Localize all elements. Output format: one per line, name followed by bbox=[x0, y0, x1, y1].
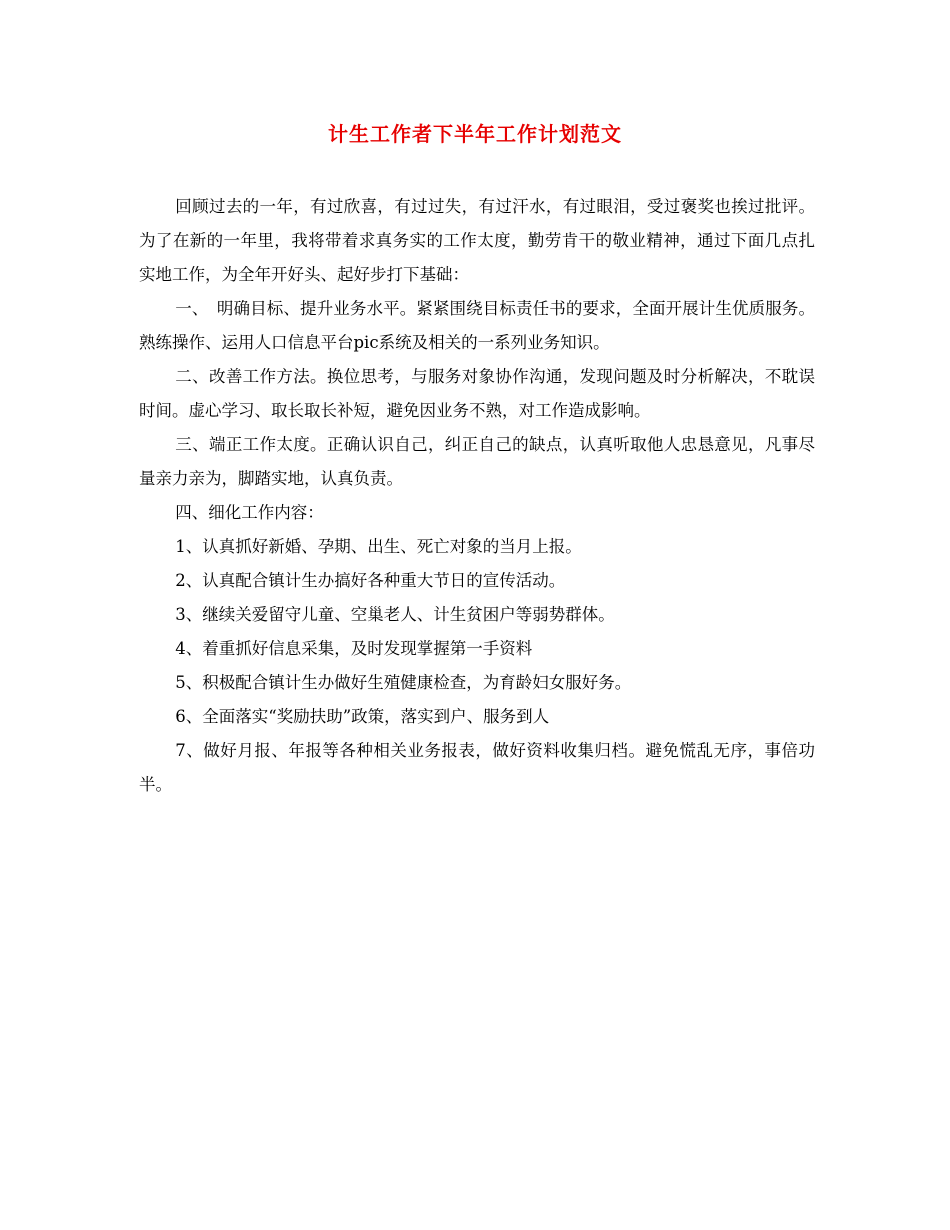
document-body bbox=[139, 190, 815, 802]
list-item: 2、认真配合镇计生办搞好各种重大节日的宣传活动。 bbox=[175, 571, 566, 590]
paragraph-item-one: 一、 明确目标、提升业务水平。紧紧围绕目标责任书的要求，全面开展计生优质服务。熟练操作、运用人口信息平台pic系统及相关的一系列业务知识。 bbox=[139, 299, 815, 352]
paragraph-intro: 回顾过去的一年，有过欣喜，有过过失，有过汗水，有过眼泪，受过褒奖也挨过批评。为了在新的一年里，我将带着求真务实的工作太度，勤劳肯干的敬业精神，通过下面几点扎实地工作，为全年开好头、起好步打下基础： bbox=[139, 197, 815, 284]
list-item: 5、积极配合镇计生办做好生殖健康检查，为育龄妇女服好务。 bbox=[175, 673, 632, 692]
list-item: 6、全面落实“奖励扶助”政策，落实到户、服务到人 bbox=[175, 707, 550, 726]
document-title: 计生工作者下半年工作计划范文 bbox=[328, 122, 622, 146]
list-item: 1、认真抓好新婚、孕期、出生、死亡对象的当月上报。 bbox=[175, 537, 582, 556]
paragraph-item-three: 三、端正工作太度。正确认识自己，纠正自己的缺点，认真听取他人忠恳意见，凡事尽量亲力亲为，脚踏实地，认真负责。 bbox=[139, 435, 815, 488]
list-item: 7、做好月报、年报等各种相关业务报表，做好资料收集归档。避免慌乱无序，事倍功半。 bbox=[139, 741, 815, 794]
list-item: 4、着重抓好信息采集，及时发现掌握第一手资料 bbox=[175, 639, 533, 658]
paragraph-item-two: 二、改善工作方法。换位思考，与服务对象协作沟通，发现问题及时分析解决，不耽误时间。虚心学习、取长取长补短，避免因业务不熟，对工作造成影响。 bbox=[139, 367, 815, 420]
paragraph-item-four: 四、细化工作内容： bbox=[175, 503, 324, 522]
list-item: 3、继续关爱留守儿童、空巢老人、计生贫困户等弱势群体。 bbox=[175, 605, 615, 624]
